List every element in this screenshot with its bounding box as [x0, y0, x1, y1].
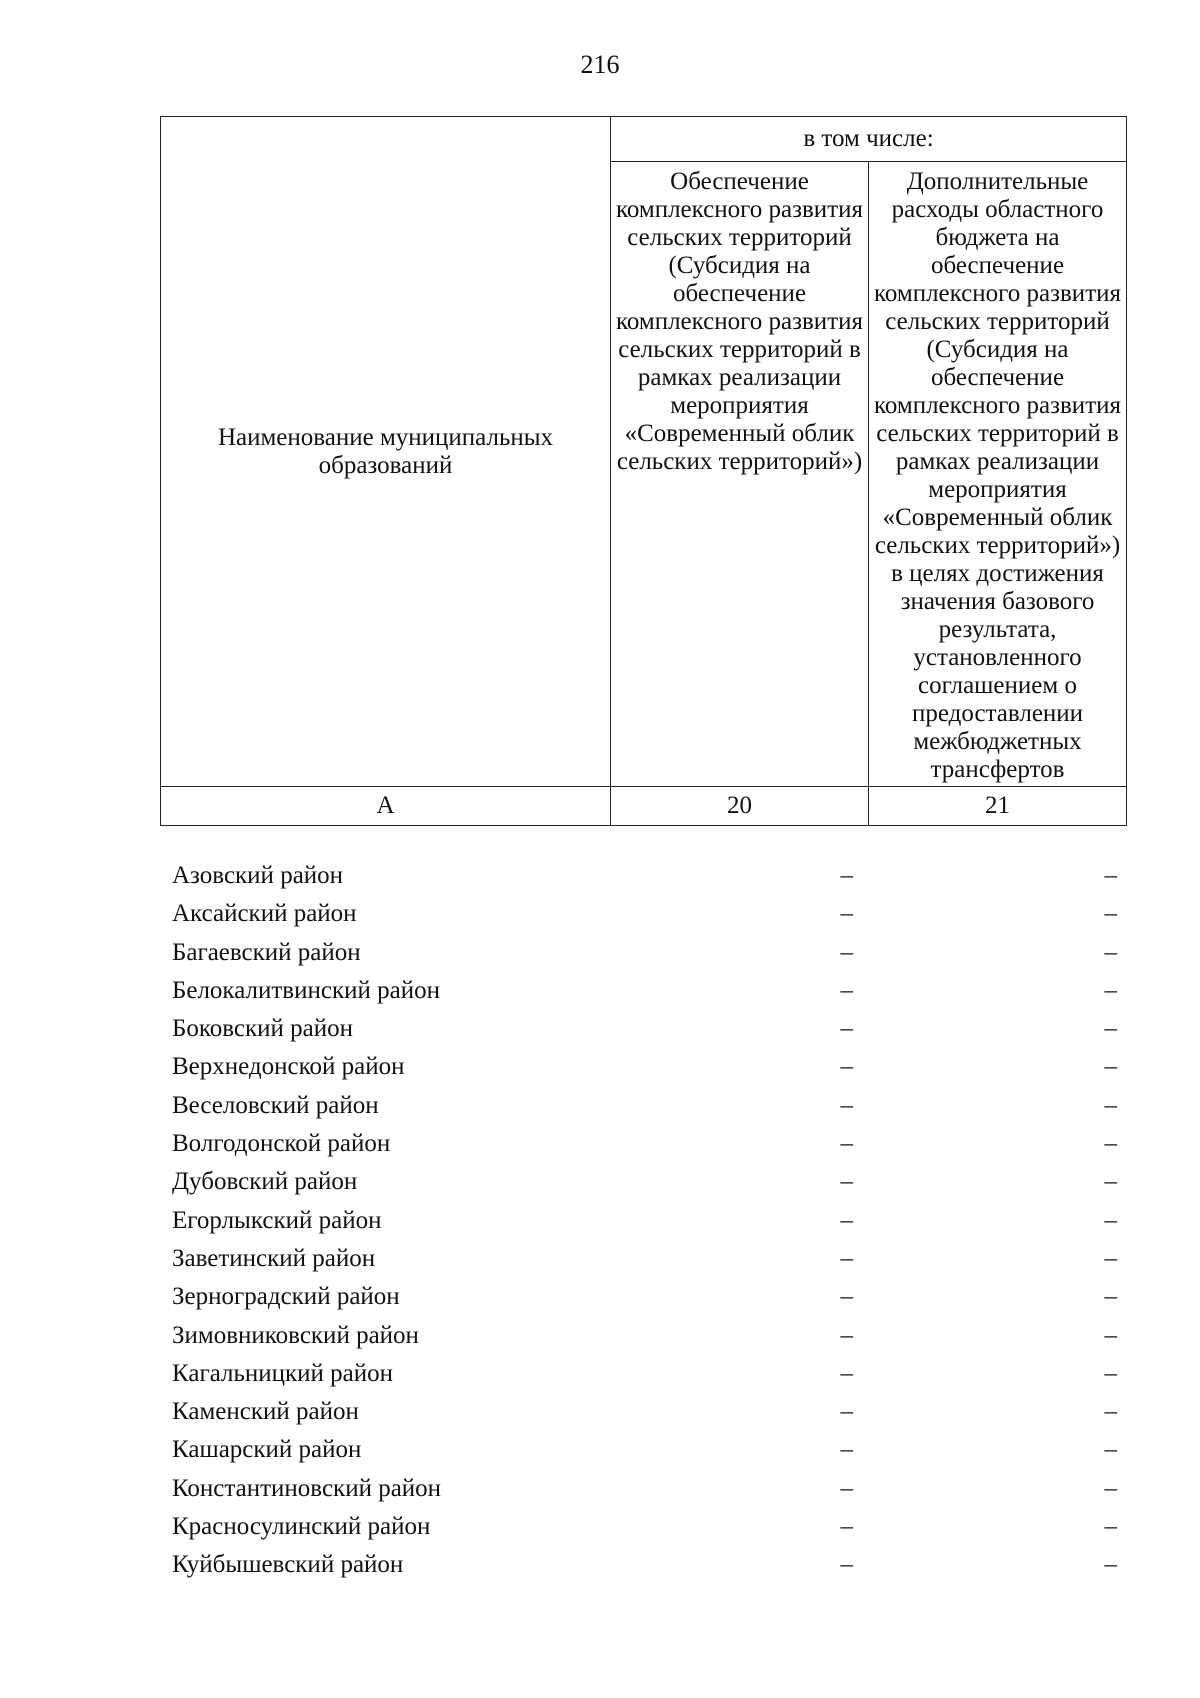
row-value-20: –	[840, 976, 853, 1004]
row-value-20: –	[840, 1283, 853, 1311]
row-value-21: –	[1104, 1551, 1117, 1579]
row-value-20: –	[840, 1015, 853, 1043]
table-row	[160, 1393, 1127, 1431]
row-name: Зимовниковский район	[172, 1321, 419, 1349]
table-row	[160, 1010, 1127, 1048]
row-name: Багаевский район	[172, 938, 361, 966]
header-group: в том числе:	[611, 117, 1127, 162]
header-column-20: Обеспечение комплексного развития сельских территорий (Субсидия на обеспечение комплексного развития сельских территорий в рамках реализации мероприятия «Современный облик сельских территорий»)	[611, 162, 869, 787]
table-row	[160, 1048, 1127, 1086]
row-value-21: –	[1104, 1206, 1117, 1234]
row-value-21: –	[1104, 1244, 1117, 1272]
row-value-21: –	[1104, 1359, 1117, 1387]
page-number: 216	[580, 50, 620, 79]
header-table	[160, 116, 1127, 826]
table-row	[160, 1125, 1127, 1163]
row-value-20: –	[840, 1130, 853, 1158]
table-row	[160, 1202, 1127, 1240]
header-name-column: Наименование муниципальных образований	[161, 117, 611, 787]
table-row	[160, 1087, 1127, 1125]
row-value-21: –	[1104, 1130, 1117, 1158]
row-value-21: –	[1104, 862, 1117, 889]
row-value-20: –	[840, 1436, 853, 1464]
table-row	[160, 972, 1127, 1010]
table-row	[160, 934, 1127, 972]
row-name: Азовский район	[172, 862, 344, 889]
table-row	[160, 857, 1127, 895]
row-name: Егорлыкский район	[172, 1206, 382, 1234]
row-value-20: –	[840, 1398, 853, 1426]
row-value-21: –	[1104, 1398, 1117, 1426]
row-name: Верхнедонской район	[172, 1053, 405, 1081]
table-row	[160, 1470, 1127, 1508]
row-value-20: –	[840, 1513, 853, 1541]
table-row	[160, 1431, 1127, 1469]
row-value-20: –	[840, 862, 853, 889]
table-row	[160, 1508, 1127, 1546]
row-value-20: –	[840, 938, 853, 966]
row-value-21: –	[1104, 1474, 1117, 1502]
row-value-20: –	[840, 1474, 853, 1502]
row-name: Каменский район	[172, 1398, 359, 1426]
row-value-21: –	[1104, 1436, 1117, 1464]
column-number-21: 21	[869, 787, 1127, 826]
row-value-21: –	[1104, 1283, 1117, 1311]
row-value-20: –	[840, 1359, 853, 1387]
row-value-20: –	[840, 1053, 853, 1081]
row-name: Кагальницкий район	[172, 1359, 394, 1387]
row-name: Зерноградский район	[172, 1283, 400, 1311]
row-value-20: –	[840, 1168, 853, 1196]
table-row	[160, 1278, 1127, 1316]
column-number-20: 20	[611, 787, 869, 826]
row-name: Волгодонской район	[172, 1130, 391, 1158]
row-value-21: –	[1104, 1091, 1117, 1119]
row-value-21: –	[1104, 1513, 1117, 1541]
table-row	[160, 1163, 1127, 1201]
row-name: Боковский район	[172, 1015, 353, 1043]
row-name: Белокалитвинский район	[172, 976, 440, 1004]
table-row	[160, 1240, 1127, 1278]
row-name: Красносулинский район	[172, 1513, 431, 1541]
row-value-21: –	[1104, 938, 1117, 966]
row-name: Заветинский район	[172, 1244, 376, 1272]
row-name: Куйбышевский район	[172, 1551, 404, 1579]
row-value-21: –	[1104, 1053, 1117, 1081]
table-row	[160, 1355, 1127, 1393]
row-value-20: –	[840, 900, 853, 928]
row-value-21: –	[1104, 976, 1117, 1004]
header-table-wrap	[160, 116, 1127, 826]
row-value-21: –	[1104, 1168, 1117, 1196]
data-rows	[160, 857, 1127, 1585]
row-name: Аксайский район	[172, 900, 357, 928]
row-value-20: –	[840, 1091, 853, 1119]
table-row	[160, 895, 1127, 933]
table-row	[160, 1317, 1127, 1355]
row-name: Кашарский район	[172, 1436, 362, 1464]
row-value-20: –	[840, 1244, 853, 1272]
row-name: Веселовский район	[172, 1091, 379, 1119]
row-value-21: –	[1104, 1015, 1117, 1043]
row-value-20: –	[840, 1551, 853, 1579]
row-name: Константиновский район	[172, 1474, 442, 1502]
row-value-21: –	[1104, 900, 1117, 928]
table-row	[160, 1546, 1127, 1584]
row-name: Дубовский район	[172, 1168, 358, 1196]
column-number-a: А	[161, 787, 611, 826]
header-column-21: Дополнительные расходы областного бюджета на обеспечение комплексного развития сельских территорий (Субсидия на обеспечение комплексного развития сельских территорий в рамках реализации мероприятия «Современный облик сельских территорий») в целях достижения значения базового результата, установленного соглашением о предоставлении межбюджетных трансфертов	[869, 162, 1127, 787]
row-value-20: –	[840, 1321, 853, 1349]
row-value-20: –	[840, 1206, 853, 1234]
row-value-21: –	[1104, 1321, 1117, 1349]
